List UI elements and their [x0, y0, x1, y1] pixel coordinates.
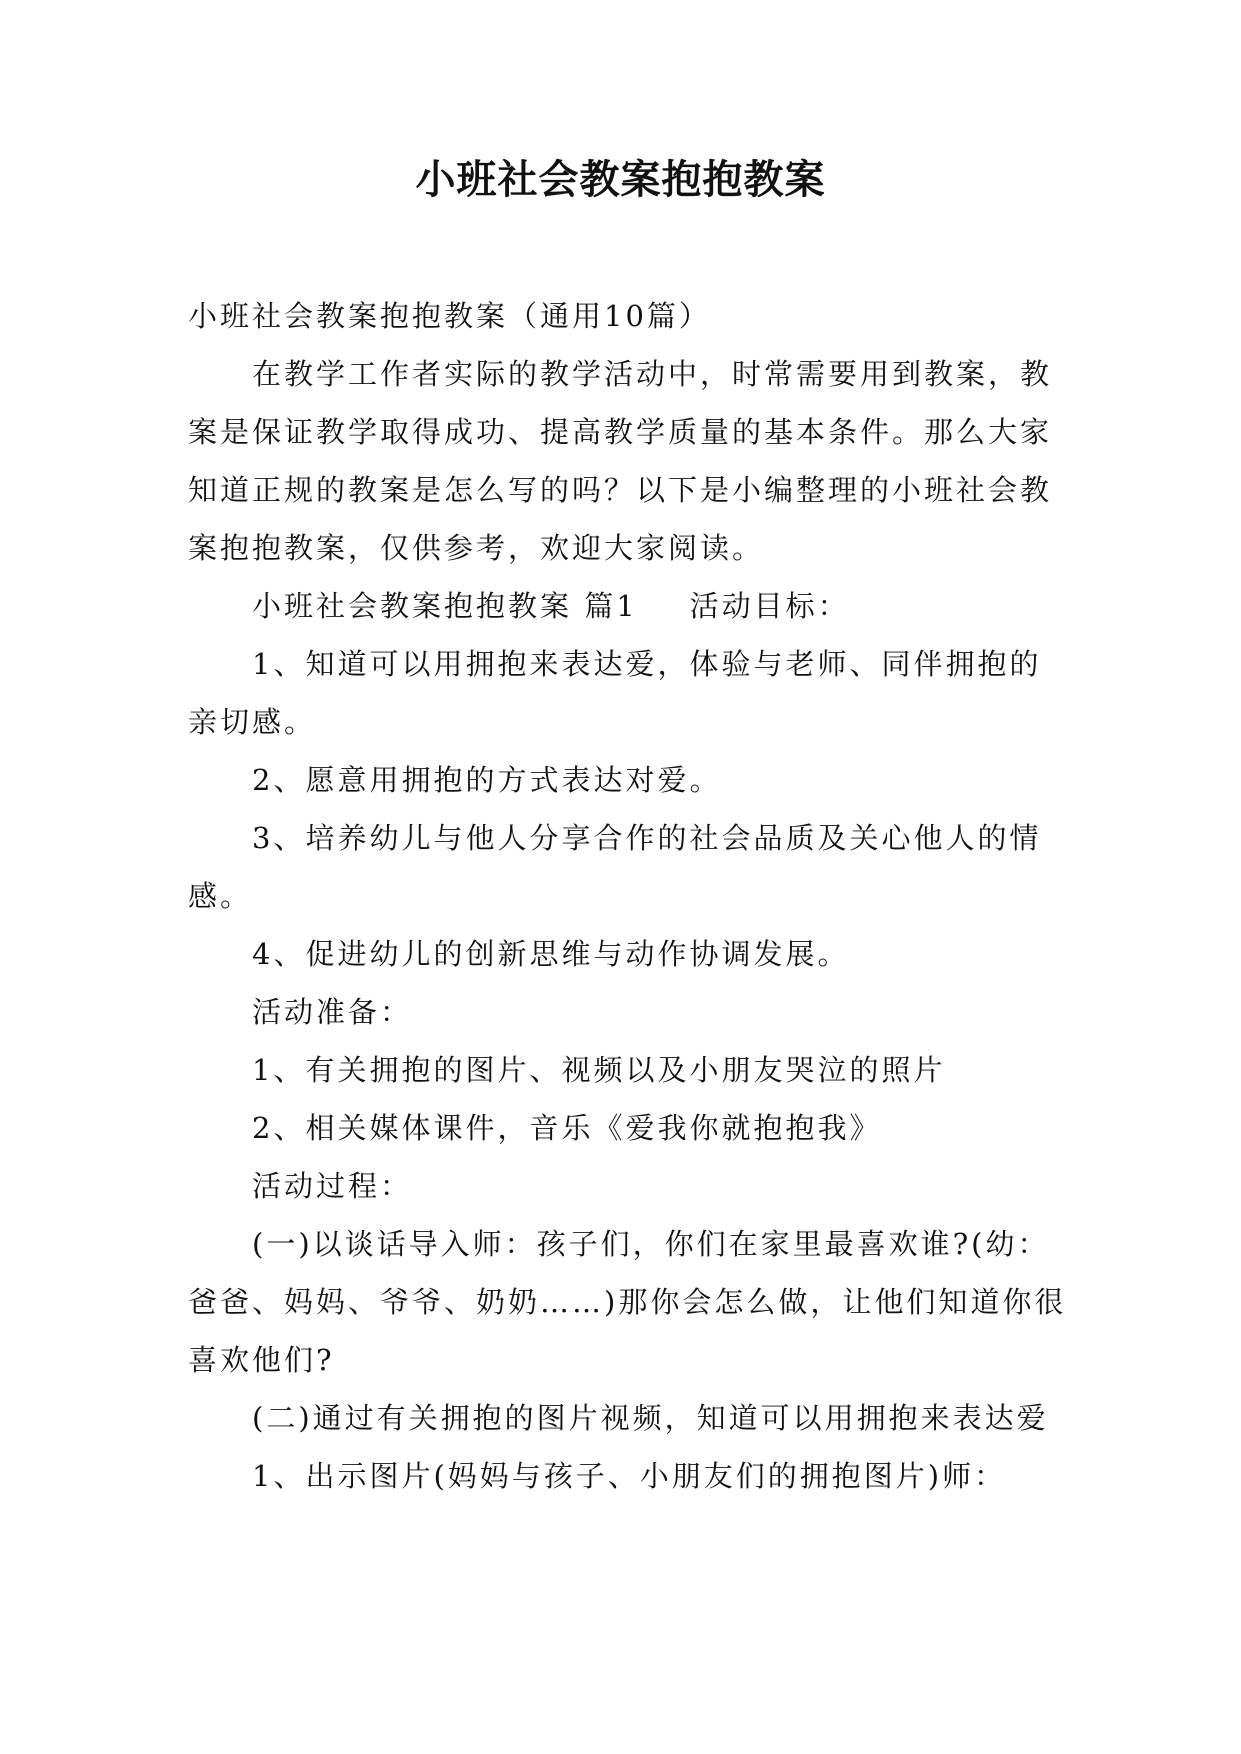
goal-item: 1、知道可以用拥抱来表达爱，体验与老师、同伴拥抱的亲切感。 [188, 647, 1042, 739]
intro-paragraph: 在教学工作者实际的教学活动中，时常需要用到教案，教案是保证教学取得成功、提高教学质量的基本条件。那么大家知道正规的教案是怎么写的吗？以下是小编整理的小班社会教案抱抱教案，仅供参考，欢迎大家阅读。 [188, 357, 1053, 565]
document-title: 小班社会教案抱抱教案 [415, 157, 826, 203]
goal-item: 4、促进幼儿的创新思维与动作协调发展。 [252, 937, 850, 971]
goal-item: 3、培养幼儿与他人分享合作的社会品质及关心他人的情感。 [188, 821, 1042, 913]
process-step: (二)通过有关拥抱的图片视频，知道可以用拥抱来表达爱 [252, 1401, 1049, 1435]
prep-label: 活动准备： [252, 995, 413, 1029]
process-label: 活动过程： [252, 1169, 413, 1203]
prep-item: 1、有关拥抱的图片、视频以及小朋友哭泣的照片 [252, 1053, 946, 1087]
goal-item: 2、愿意用拥抱的方式表达对爱。 [252, 763, 722, 797]
prep-item: 2、相关媒体课件，音乐《爱我你就抱抱我》 [252, 1111, 882, 1145]
document-body [188, 287, 1068, 1505]
goals-label: 活动目标： [689, 589, 850, 623]
chapter-heading: 小班社会教案抱抱教案 篇1 [252, 589, 638, 623]
process-step: (一)以谈话导入师：孩子们，你们在家里最喜欢谁?(幼：爸爸、妈妈、爷爷、奶奶……)那你会怎么做，让他们知道你很喜欢他们? [188, 1227, 1067, 1377]
chapter-heading-line [188, 577, 1068, 635]
document-subtitle: 小班社会教案抱抱教案（通用10篇） [188, 299, 711, 333]
process-step: 1、出示图片(妈妈与孩子、小朋友们的拥抱图片)师： [252, 1459, 1007, 1493]
